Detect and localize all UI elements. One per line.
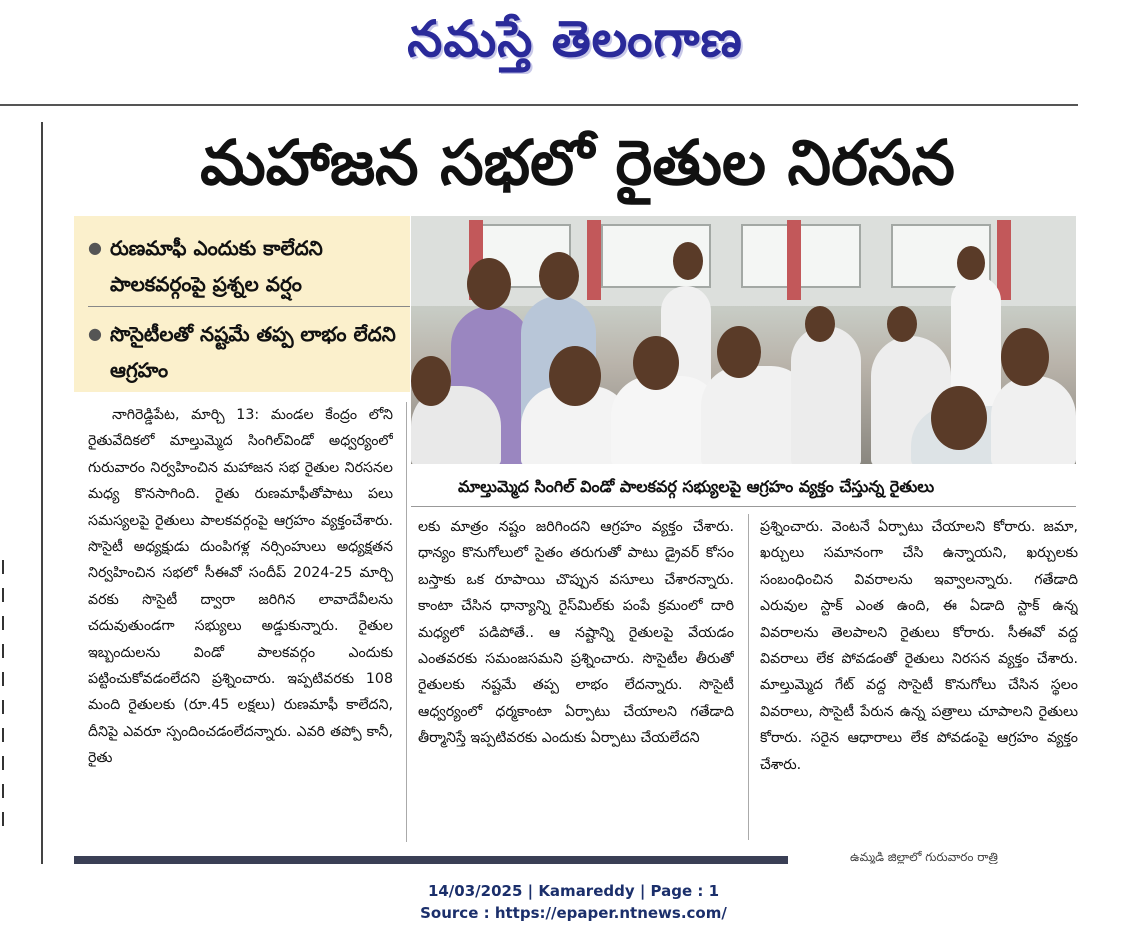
article-deck (74, 216, 410, 392)
footer-date-edition: 14/03/2025 | Kamareddy | Page : 1 (427, 882, 720, 900)
epaper-footer (0, 880, 1147, 924)
newspaper-logo: నమస్తే తెలంగాణ (407, 10, 743, 68)
adjacent-article-fragment (0, 560, 10, 860)
caption-divider (411, 506, 1076, 507)
photo-caption: మాల్తుమ్మెద సింగిల్ విండో పాలకవర్గ సభ్యులపై ఆగ్రహం వ్యక్తం చేస్తున్న రైతులు (458, 477, 935, 496)
bullet-icon: ● (88, 238, 102, 257)
article-column-2: లకు మాత్రం నష్టం జరిగిందని ఆగ్రహం వ్యక్తం చేశారు. ధాన్యం కొనుగోలులో సైతం తరుగుతో పాటు డ్రైవర్ కోసం బస్తాకు ఒక రూపాయి చొప్పున వసూలు చేశారన్నారు. కాంటా చేసిన ధాన్యాన్ని రైస్‌మిల్‌కు పంపే క్రమంలో దారి మధ్యలో పడిపోతే.. ఆ నష్టాన్ని రైతులపై వేయడం ఎంతవరకు సమంజసమని ప్రశ్నించారు. సొసైటీల తీరుతో రైతులకు నష్టమే తప్ప లాభం లేదన్నారు. సొసైటీ ఆధ్వర్యంలో ధర్మకాంటా ఏర్పాటు చేయాలని గతేడాది తీర్మానిస్తే ఇప్పటివరకు ఎందుకు ఏర్పాటు చేయలేదని (418, 519, 734, 747)
article-photo (411, 216, 1076, 464)
deck-item (88, 230, 404, 304)
deck-divider (88, 306, 410, 307)
column-divider (748, 514, 749, 840)
next-article-teaser: ఉమ్మడి జిల్లాలో గురువారం రాత్రి (850, 850, 998, 864)
bullet-icon: ● (88, 324, 102, 343)
deck-item-text: సొసైటీలతో నష్టమే తప్ప లాభం లేదని ఆగ్రహం (110, 322, 396, 382)
page-edge-divider (41, 122, 43, 864)
article-headline: మహాజన సభలో రైతుల నిరసన (200, 126, 955, 199)
next-article-image-strip (74, 856, 788, 864)
deck-item-text: రుణమాఫీ ఎందుకు కాలేదని పాలకవర్గంపై ప్రశ్నల వర్షం (110, 236, 323, 296)
deck-item (88, 316, 404, 390)
masthead (0, 0, 1147, 105)
column-divider (406, 402, 407, 842)
article-column-1: నాగిరెడ్డిపేట, మార్చి 13: మండల కేంద్రం లోని రైతువేదికలో మాల్తుమ్మెద సింగిల్‌విండో అధ్వర్యంలో గురువారం నిర్వహించిన మహాజన సభ రైతుల నిరసనల మధ్య కొనసాగింది. రైతు రుణమాఫీతోపాటు పలు సమస్యలపై రైతులు పాలకవర్గంపై ఆగ్రహం వ్యక్తంచేశారు. సొసైటీ అధ్యక్షుడు దుంపిగళ్ల నర్సింహులు అధ్యక్షతన నిర్వహించిన సభలో సీఈవో సందీప్ 2024-25 మార్చి వరకు సొసైటీ ద్వారా జరిగిన లావాదేవీలను చదువుతుండగా సభ్యులు అడ్డుకున్నారు. రైతుల ఇబ్బందులను విండో పాలకవర్గం ఎందుకు పట్టించుకోవడంలేదని ప్రశ్నించారు. ఇప్పటివరకు 108 మంది రైతులకు (రూ.45 లక్షలు) రుణమాఫీ కాలేదని, దీనిపై ఎవరూ స్పందించడంలేదన్నారు. ఎవరి తప్పో కానీ, రైతు (88, 407, 393, 767)
article-column-3: ప్రశ్నించారు. వెంటనే ఏర్పాటు చేయాలని కోరారు. జమా, ఖర్చులు సమానంగా చేసి ఉన్నాయని, ఖర్చులకు సంబంధించిన వివరాలను ఇవ్వాలన్నారు. గతేడాది ఎరువుల స్టాక్ ఎంత ఉంది, ఈ ఏడాది స్టాక్ ఉన్న వివరాలను తెలపాలని రైతులు కోరారు. సీఈవో వద్ద వివరాలు లేక పోవడంతో రైతులు నిరసన వ్యక్తం చేశారు. మాల్తుమ్మెద గేట్ వద్ద సొసైటీ కొనుగోలు చేసిన స్థలం వివరాలు, సొసైటీ పేరున ఉన్న పత్రాలు చూపాలని రైతులు కోరారు. సరైన ఆధారాలు లేక పోవడంపై ఆగ్రహం వ్యక్తం చేశారు. (760, 519, 1078, 773)
footer-source: Source : https://epaper.ntnews.com/ (420, 904, 727, 922)
masthead-divider (0, 104, 1078, 106)
